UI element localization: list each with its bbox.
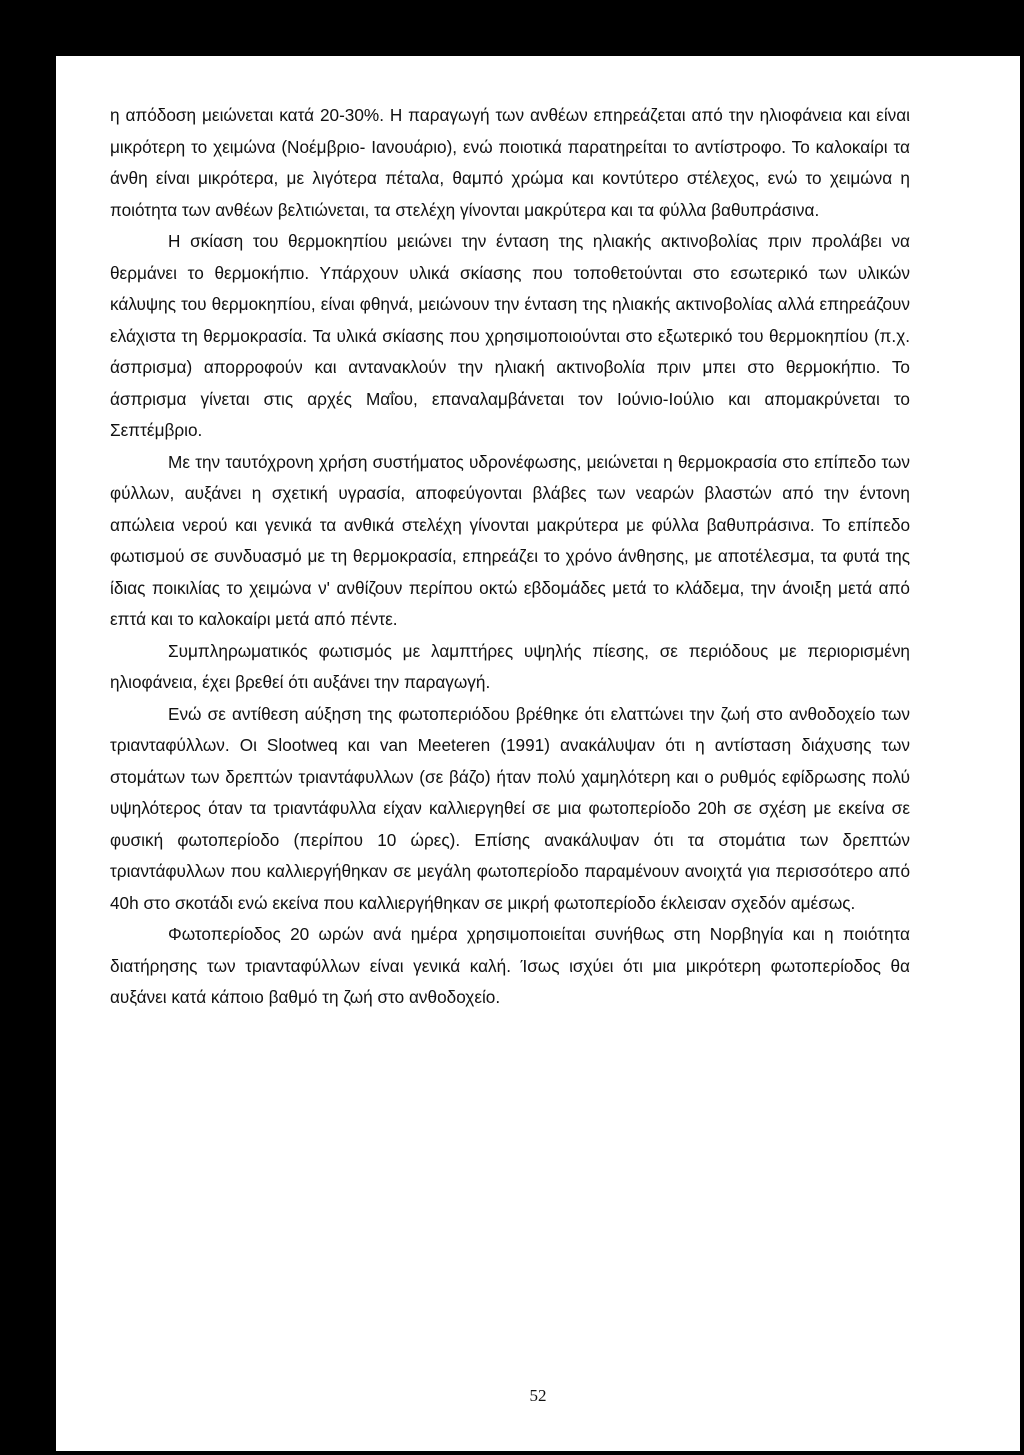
paragraph-photoperiod: Ενώ σε αντίθεση αύξηση της φωτοπεριόδου βρέθηκε ότι ελαττώνει την ζωή στο ανθοδοχείο των τριανταφύλλων. Οι Slootweq και van Meeteren (1991) ανακάλυψαν ότι η αντίσταση διάχυσης των στομάτων των δρεπτών τριαντάφυλλων (σε βάζο) ήταν πολύ χαμηλότερη και ο ρυθμός εφίδρωσης πολύ υψηλότερος όταν τα τριαντάφυλλα είχαν καλλιεργηθεί σε μια φωτοπερίοδο 20h σε σχέση με εκείνα σε φυσική φωτοπερίοδο (περίπου 10 ώρες). Επίσης ανακάλυψαν ότι τα στομάτια των δρεπτών τριαντάφυλλων που καλλιεργήθηκαν σε μεγάλη φωτοπερίοδο παραμένουν ανοιχτά για περισσότερο από 40h στο σκοτάδι ενώ εκείνα που καλλιεργήθηκαν σε μικρή φωτοπερίοδο έκλεισαν σχεδόν αμέσως. xyxy=(110,703,910,913)
page-number: 52 xyxy=(529,1386,547,1405)
paragraph-shading: Η σκίαση του θερμοκηπίου μειώνει την ένταση της ηλιακής ακτινοβολίας πριν προλάβει να θερμάνει το θερμοκήπιο. Υπάρχουν υλικά σκίασης που τοποθετούνται στο εσωτερικό των υλικών κάλυψης του θερμοκηπίου, είναι φθηνά, μειώνουν την ένταση της ηλιακής ακτινοβολίας αλλά επηρεάζουν ελάχιστα τη θερμοκρασία. Τα υλικά σκίασης που χρησιμοποιούνται στο εξωτερικό του θερμοκηπίου (π.χ. άσπρισμα) απορροφούν και αντανακλούν την ηλιακή ακτινοβολία πριν μπει στο θερμοκήπιο. Το άσπρισμα γίνεται στις αρχές Μαΐου, επαναλαμβάνεται τον Ιούνιο-Ιούλιο και απομακρύνεται το Σεπτέμβριο. xyxy=(110,231,910,440)
paragraph-misting: Με την ταυτόχρονη χρήση συστήματος υδρονέφωσης, μειώνεται η θερμοκρασία στο επίπεδο των φύλλων, αυξάνει η σχετική υγρασία, αποφεύγονται βλάβες των νεαρών βλαστών από την έντονη απώλεια νερού και γενικά τα ανθικά στελέχη γίνονται μακρύτερα με φύλλα βαθυπράσινα. Το επίπεδο φωτισμού σε συνδυασμό με τη θερμοκρασία, επηρεάζει το χρόνο άνθησης, με αποτέλεσμα, τα φυτά της ίδιας ποικιλίας το χειμώνα ν' ανθίζουν περίπου οκτώ εβδομάδες μετά το κλάδεμα, την άνοιξη μετά από επτά και το καλοκαίρι μετά από πέντε. xyxy=(110,451,910,629)
document-page xyxy=(56,56,1020,1451)
body-text xyxy=(110,100,910,1014)
paragraph-continuation: η απόδοση μειώνεται κατά 20-30%. Η παραγωγή των ανθέων επηρεάζεται από την ηλιοφάνεια και είναι μικρότερη το χειμώνα (Νοέμβριο- Ιανουάριο), ενώ ποιοτικά παρατηρείται το αντίστροφο. Το καλοκαίρι τα άνθη είναι μικρότερα, με λιγότερα πέταλα, θαμπό χρώμα και κοντύτερο στέλεχος, ενώ το χειμώνα η ποιότητα των ανθέων βελτιώνεται, τα στελέχη γίνονται μακρύτερα και τα φύλλα βαθυπράσινα. xyxy=(110,105,910,220)
paragraph-supplementary-lighting: Συμπληρωματικός φωτισμός με λαμπτήρες υψηλής πίεσης, σε περιόδους με περιορισμένη ηλιοφάνεια, έχει βρεθεί ότι αυξάνει την παραγωγή. xyxy=(110,640,910,692)
paragraph-norway: Φωτοπερίοδος 20 ωρών ανά ημέρα χρησιμοποιείται συνήθως στη Νορβηγία και η ποιότητα διατήρησης των τριανταφύλλων είναι γενικά καλή. Ίσως ισχύει ότι μια μικρότερη φωτοπερίοδος θα αυξάνει κατά κάποιο βαθμό τη ζωή στο ανθοδοχείο. xyxy=(110,924,910,1007)
